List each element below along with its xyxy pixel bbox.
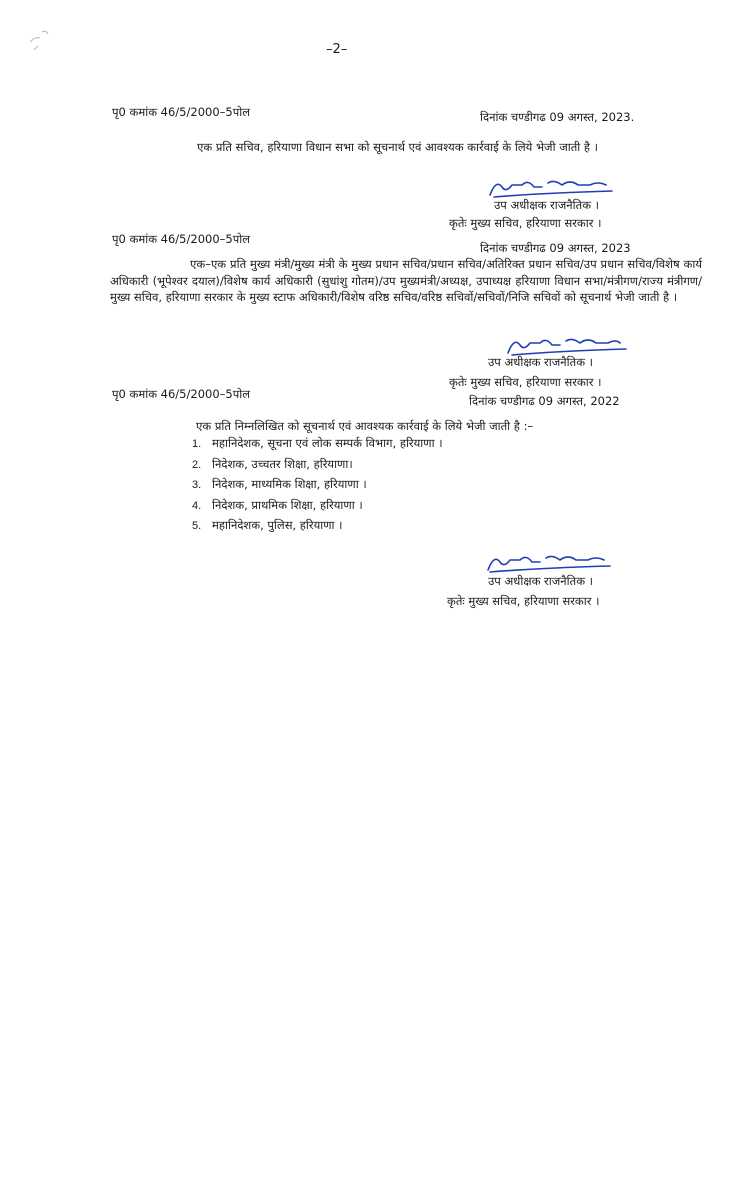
block2-reference-number: पृ0 कमांक 46/5/2000–5पोल	[112, 232, 251, 246]
list-item	[192, 433, 443, 454]
list-item-number: 1.	[192, 438, 202, 450]
list-item-number: 2.	[192, 458, 202, 471]
list-item-number: 5.	[192, 520, 202, 532]
list-item-number: 3.	[192, 479, 202, 491]
list-item-number: 4.	[192, 499, 202, 512]
list-item-text: निदेशक, माध्यमिक शिक्षा, हरियाणा ।	[212, 477, 367, 491]
block3-reference-number: पृ0 कमांक 46/5/2000–5पोल	[112, 387, 251, 401]
block1-reference-number: पृ0 कमांक 46/5/2000–5पोल	[112, 105, 251, 119]
scan-mark	[26, 20, 66, 60]
block2-date: दिनांक चण्डीगढ 09 अगस्त, 2023	[480, 241, 631, 255]
block1-date: दिनांक चण्डीगढ 09 अगस्त, 2023.	[480, 110, 635, 124]
block3-for-office: कृतेः मुख्य सचिव, हरियाणा सरकार ।	[447, 594, 600, 608]
page-number: –2–	[326, 42, 348, 57]
list-item	[192, 454, 443, 475]
block2-body: एक–एक प्रति मुख्य मंत्री/मुख्य मंत्री के मुख्य प्रधान सचिव/प्रधान सचिव/अतिरिक्त प्रधान सचिव/उप प्रधान सचिव/विशेष कार्य अधिकारी (भूपेश्वर दयाल)/विशेष कार्य अधिकारी (सुधांशु गोतम)/उप मुख्यमंत्री/अध्यक्ष, उपाध्यक्ष हरियाणा विधान सभा/मंत्रीगण/राज्य मंत्रीगण/मुख्य सचिव, हरियाणा सरकार के मुख्य स्टाफ अधिकारी/विशेष वरिष्ठ सचिव/वरिष्ठ सचिवों/सचिवों/निजि सचिवों को सूचनार्थ भेजी जाती है ।	[110, 257, 702, 304]
list-item-text: महानिदेशक, पुलिस, हरियाणा ।	[212, 518, 343, 532]
recipient-list	[192, 433, 443, 536]
block1-designation: उप अधीक्षक राजनैतिक ।	[494, 198, 600, 212]
list-item	[192, 474, 443, 495]
list-item	[192, 495, 443, 516]
block3-intro: एक प्रति निम्नलिखित को सूचनार्थ एवं आवश्यक कार्रवाई के लिये भेजी जाती है :–	[196, 419, 534, 433]
list-item-text: निदेशक, उच्चतर शिक्षा, हरियाणा।	[212, 456, 353, 471]
block1-for-office: कृतेः मुख्य सचिव, हरियाणा सरकार ।	[449, 216, 602, 230]
list-item	[192, 515, 443, 536]
block3-designation: उप अधीक्षक राजनैतिक ।	[488, 574, 594, 588]
block3-date: दिनांक चण्डीगढ 09 अगस्त, 2022	[469, 394, 620, 408]
list-item-text: निदेशक, प्राथमिक शिक्षा, हरियाणा ।	[212, 497, 363, 512]
block1-body: एक प्रति सचिव, हरियाणा विधान सभा को सूचनार्थ एवं आवश्यक कार्रवाई के लिये भेजी जाती है ।	[197, 140, 599, 154]
list-item-text: महानिदेशक, सूचना एवं लोक सम्पर्क विभाग, हरियाणा ।	[212, 436, 443, 450]
block2-designation: उप अधीक्षक राजनैतिक ।	[488, 355, 594, 369]
block2-for-office: कृतेः मुख्य सचिव, हरियाणा सरकार ।	[449, 375, 602, 389]
